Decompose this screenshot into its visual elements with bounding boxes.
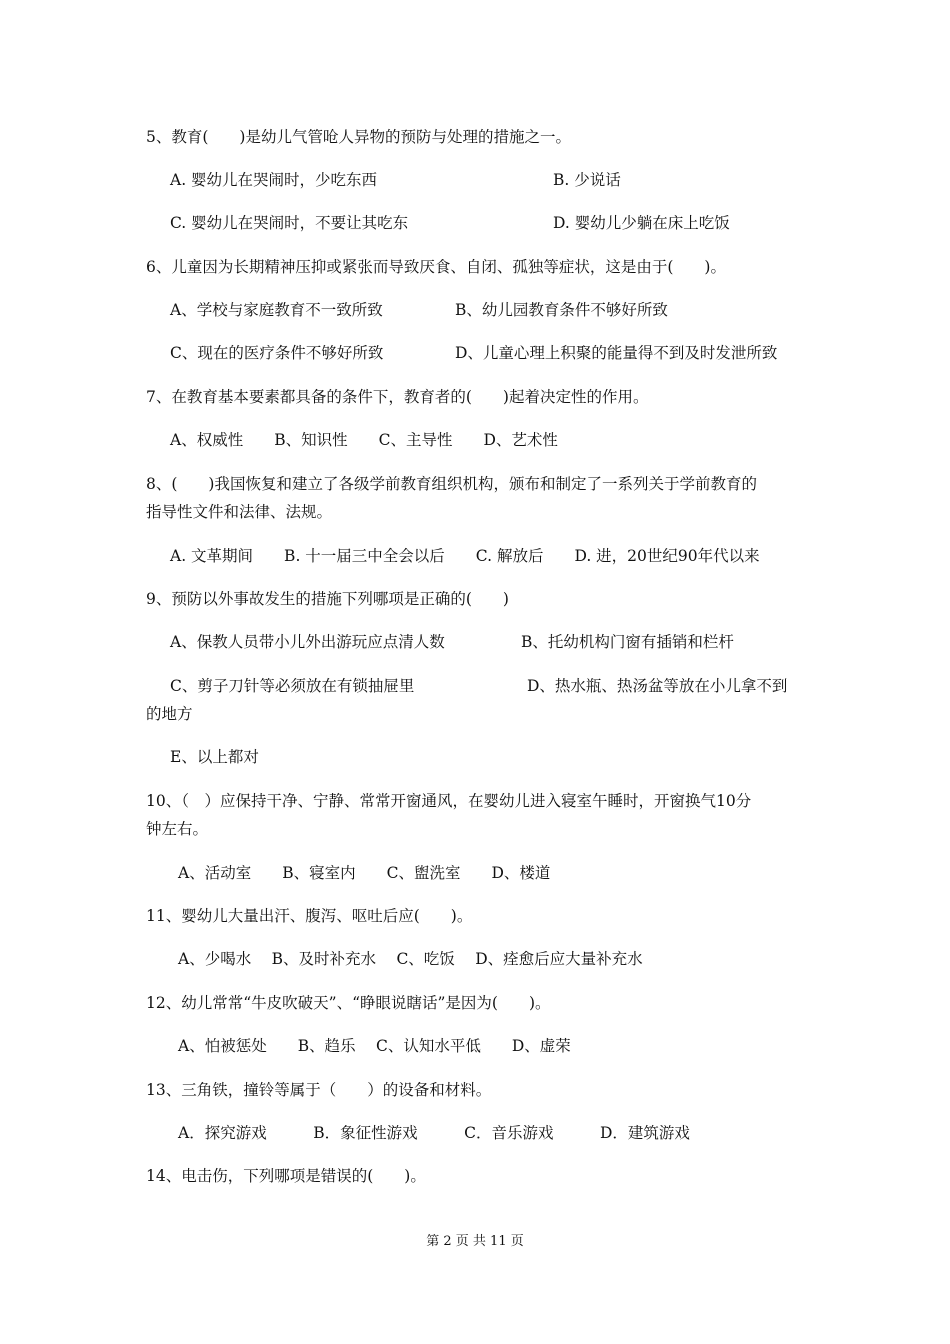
question-10-stem-line-2: 钟左右。 [146, 820, 209, 838]
question-6-option-b: B、幼儿园教育条件不够好所致 [455, 301, 668, 319]
question-12-options: A、怕被惩处 B、趋乐 C、认知水平低 D、虚荣 [178, 1037, 571, 1055]
question-5-option-c: C. 婴幼儿在哭闹时，不要让其吃东 [170, 214, 409, 232]
page-number-footer: 第 2 页 共 11 页 [426, 1234, 524, 1249]
question-9-stem: 9、预防以外事故发生的措施下列哪项是正确的( ) [146, 590, 509, 608]
question-6-stem: 6、儿童因为长期精神压抑或紧张而导致厌食、自闭、孤独等症状，这是由于( )。 [146, 258, 726, 276]
question-8-stem-line-1: 8、( )我国恢复和建立了各级学前教育组织机构，颁布和制定了一系列关于学前教育的 [146, 475, 757, 493]
question-6-option-d: D、儿童心理上积聚的能量得不到及时发泄所致 [455, 344, 778, 362]
question-9-option-d-continued: 的地方 [146, 705, 193, 723]
question-7-options: A、权威性 B、知识性 C、主导性 D、艺术性 [170, 431, 558, 449]
question-13-options: A．探究游戏 B．象征性游戏 C．音乐游戏 D．建筑游戏 [178, 1124, 690, 1142]
question-9-option-d: D、热水瓶、热汤盆等放在小儿拿不到 [527, 677, 788, 695]
question-5-stem: 5、教育( )是幼儿气管呛人异物的预防与处理的措施之一。 [146, 128, 571, 146]
question-5-option-b: B. 少说话 [553, 171, 621, 189]
question-9-option-b: B、托幼机构门窗有插销和栏杆 [521, 633, 734, 651]
question-8-stem-line-2: 指导性文件和法律、法规。 [146, 503, 333, 521]
question-9-option-a: A、保教人员带小儿外出游玩应点清人数 [170, 633, 445, 651]
question-11-stem: 11、婴幼儿大量出汗、腹泻、呕吐后应( )。 [146, 907, 473, 925]
question-8-options: A. 文革期间 B. 十一届三中全会以后 C. 解放后 D. 进，20世纪90年代以来 [170, 547, 760, 565]
question-5-option-a: A. 婴幼儿在哭闹时，少吃东西 [170, 171, 378, 189]
question-7-stem: 7、在教育基本要素都具备的条件下，教育者的( )起着决定性的作用。 [146, 388, 649, 406]
question-12-stem: 12、幼儿常常“牛皮吹破天”、“睁眼说瞎话”是因为( )。 [146, 994, 551, 1012]
question-9-option-e: E、以上都对 [170, 748, 259, 766]
question-11-options: A、少喝水 B、及时补充水 C、吃饭 D、痊愈后应大量补充水 [178, 950, 643, 968]
question-6-option-c: C、现在的医疗条件不够好所致 [170, 344, 384, 362]
question-10-stem-line-1: 10、（ ）应保持干净、宁静、常常开窗通风，在婴幼儿进入寝室午睡时，开窗换气10分 [146, 792, 752, 810]
question-14-stem: 14、电击伤，下列哪项是错误的( )。 [146, 1167, 426, 1185]
question-10-options: A、活动室 B、寝室内 C、盥洗室 D、楼道 [178, 864, 551, 882]
question-9-option-c: C、剪子刀针等必须放在有锁抽屉里 [170, 677, 415, 695]
question-6-option-a: A、学校与家庭教育不一致所致 [170, 301, 383, 319]
question-5-option-d: D. 婴幼儿少躺在床上吃饭 [553, 214, 730, 232]
question-13-stem: 13、三角铁，撞铃等属于（ ）的设备和材料。 [146, 1081, 492, 1099]
